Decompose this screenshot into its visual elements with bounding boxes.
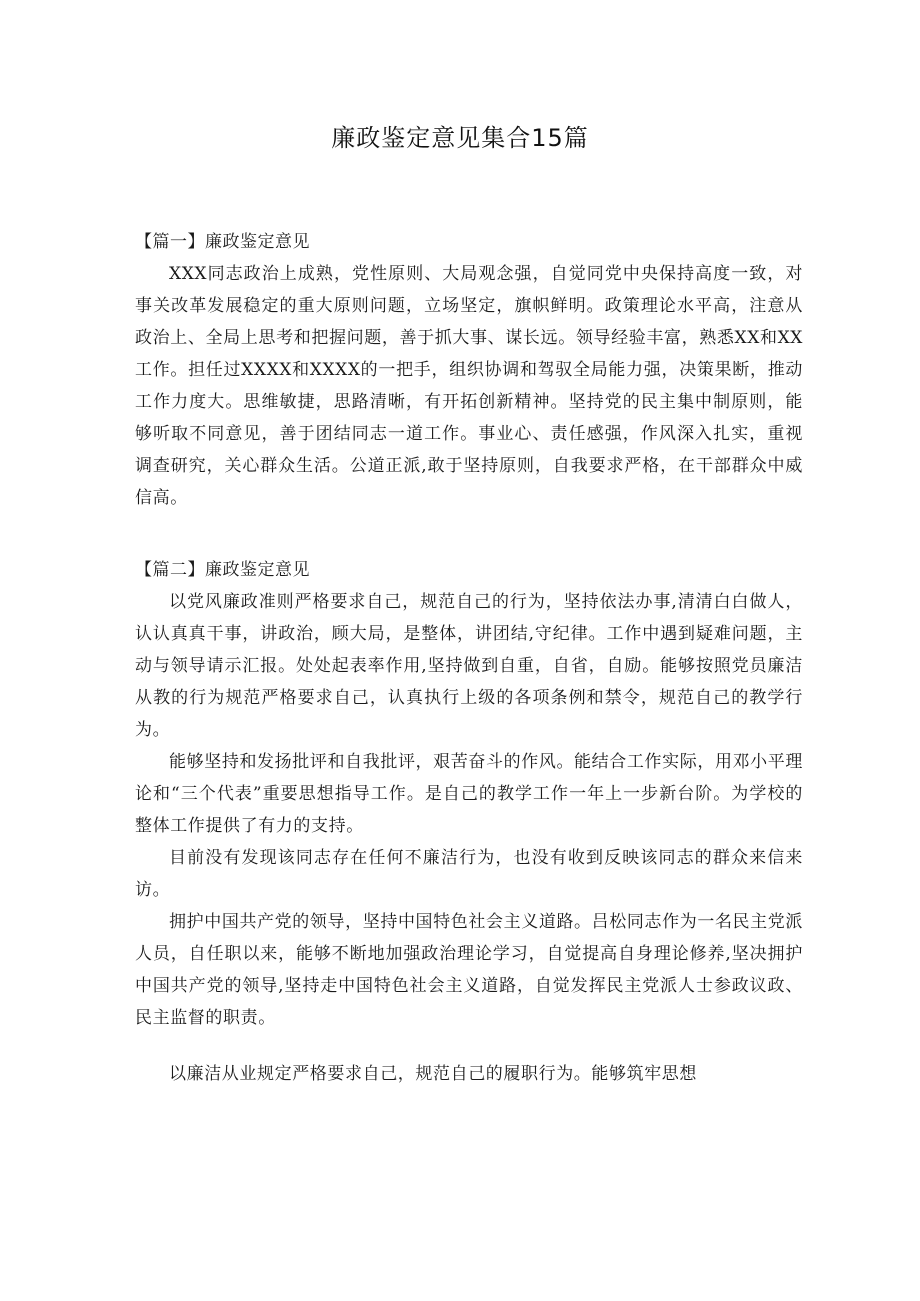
paragraph: 目前没有发现该同志存在任何不廉洁行为，也没有收到反映该同志的群众来信来访。 <box>135 848 803 900</box>
document-title: 廉政鉴定意见集合15篇 <box>331 124 589 152</box>
section-1 <box>135 226 803 514</box>
paragraph: 拥护中国共产党的领导，坚持中国特色社会主义道路。吕松同志作为一名民主党派人员，自任职以来，能够不断地加强政治理论学习，自觉提高自身理论修养,坚决拥护中国共产党的领导,坚持走中国特色社会主义道路，自觉发挥民主党派人士参政议政、民主监督的职责。 <box>135 912 803 1028</box>
section-heading: 【篇二】廉政鉴定意见 <box>135 560 310 580</box>
paragraph: 以廉洁从业规定严格要求自己，规范自己的履职行为。能够筑牢思想 <box>169 1064 697 1084</box>
section-heading: 【篇一】廉政鉴定意见 <box>135 232 310 252</box>
section-2 <box>135 554 803 1090</box>
paragraph: 以党风廉政准则严格要求自己，规范自己的行为，坚持依法办事,清清白白做人，认认真真干事，讲政治，顾大局，是整体，讲团结,守纪律。工作中遇到疑难问题，主动与领导请示汇报。处处起表率作用,坚持做到自重，自省，自励。能够按照党员廉洁从教的行为规范严格要求自己，认真执行上级的各项条例和禁令，规范自己的教学行为。 <box>135 592 803 740</box>
document-body <box>135 226 803 1090</box>
paragraph: XXX同志政治上成熟，党性原则、大局观念强，自觉同党中央保持高度一致，对事关改革发展稳定的重大原则问题，立场坚定，旗帜鲜明。政策理论水平高，注意从政治上、全局上思考和把握问题，善于抓大事、谋长远。领导经验丰富，熟悉XX和XX工作。担任过XXXX和XXXX的一把手，组织协调和驾驭全局能力强，决策果断，推动工作力度大。思维敏捷，思路清晰，有开拓创新精神。坚持党的民主集中制原则，能够听取不同意见，善于团结同志一道工作。事业心、责任感强，作风深入扎实，重视调查研究，关心群众生活。公道正派,敢于坚持原则，自我要求严格，在干部群众中威信高。 <box>135 264 803 508</box>
paragraph: 能够坚持和发扬批评和自我批评，艰苦奋斗的作风。能结合工作实际，用邓小平理论和“三个代表”重要思想指导工作。是自己的教学工作一年上一步新台阶。为学校的整体工作提供了有力的支持。 <box>135 752 803 836</box>
